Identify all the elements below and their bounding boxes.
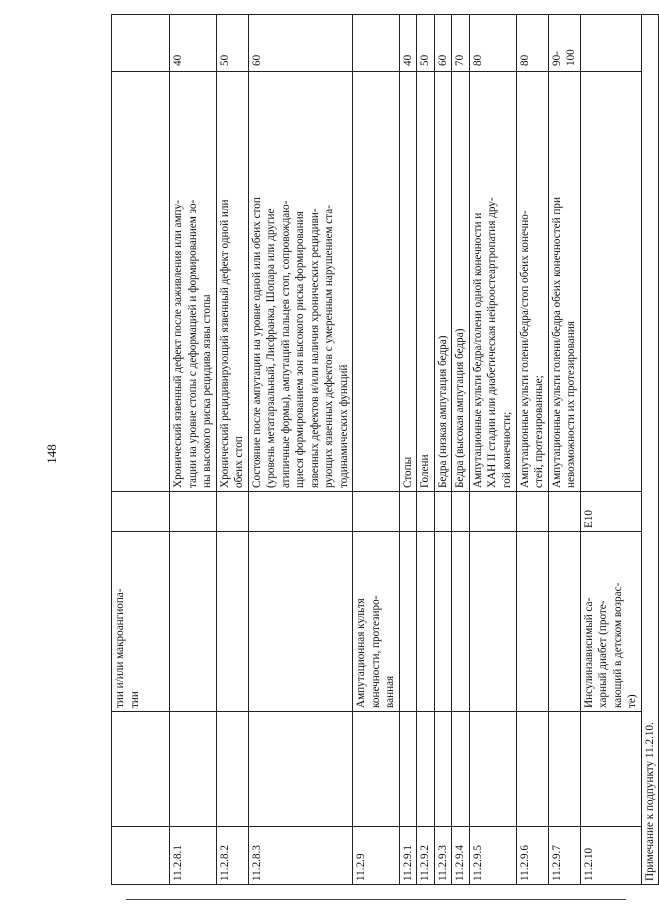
row-category [112, 712, 170, 827]
row-description [112, 72, 170, 492]
row-score: 80 [469, 15, 516, 72]
row-name [417, 532, 435, 712]
bottom-rule [126, 899, 626, 900]
table-row [417, 15, 435, 885]
row-code: 11.2.9.6 [516, 827, 548, 885]
table-row [434, 15, 452, 885]
row-category [248, 712, 353, 827]
row-code: 11.2.9.5 [469, 827, 516, 885]
row-name [516, 532, 548, 712]
row-category [417, 712, 435, 827]
note-row [641, 15, 659, 885]
row-code: 11.2.9.4 [452, 827, 470, 885]
row-code: 11.2.10 [580, 827, 641, 885]
row-description: Бедра (низкая ампутация бедра) [434, 72, 452, 492]
row-score: 50 [417, 15, 435, 72]
table-row [548, 15, 580, 885]
table-row [248, 15, 353, 885]
rotated-table-container [111, 15, 656, 885]
row-score: 80 [516, 15, 548, 72]
row-icd [353, 492, 400, 532]
row-category [216, 712, 248, 827]
row-category [580, 712, 641, 827]
row-code: 11.2.9 [353, 827, 400, 885]
row-name [434, 532, 452, 712]
row-score: 90- 100 [548, 15, 580, 72]
row-code: 11.2.9.2 [417, 827, 435, 885]
row-description: Ампутационные культи голени/бедра/стоп обеих конечно- стей, протезированные; [516, 72, 548, 492]
row-name [469, 532, 516, 712]
row-icd: E10 [580, 492, 641, 532]
row-name [216, 532, 248, 712]
row-name [248, 532, 353, 712]
table-row [516, 15, 548, 885]
row-score [580, 15, 641, 72]
row-icd [548, 492, 580, 532]
row-category [469, 712, 516, 827]
row-code: 11.2.9.1 [399, 827, 417, 885]
row-description: Хронический рецидивирующий язвенный дефект одной или обеих стоп [216, 72, 248, 492]
table-row [170, 15, 217, 885]
table-row [452, 15, 470, 885]
row-code: 11.2.9.3 [434, 827, 452, 885]
row-name: Инсулинзависимый са- харный диабет (проте- кающий в детском возрас- те) [580, 532, 641, 712]
row-icd [112, 492, 170, 532]
row-name [452, 532, 470, 712]
row-code: 11.2.9.7 [548, 827, 580, 885]
row-score: 60 [248, 15, 353, 72]
row-name: Ампутационная культя конечности, протезиро- ванная [353, 532, 400, 712]
row-description: Голени [417, 72, 435, 492]
row-category [516, 712, 548, 827]
table-row [353, 15, 400, 885]
row-description [580, 72, 641, 492]
row-description: Состояние после ампутации на уровне одной или обеих стоп (уровень метатарзальный, Лисфранка, Шопара или другие атипичные формы), ампутаций пальцев стоп, сопровождаю- щиеся формированием зон высокого риска формирования язвенных дефектов и/или наличия хронических рецидиви- рующих язвенных дефектов с умеренным нарушением ста- тодинамических функций [248, 72, 353, 492]
row-description: Стопы [399, 72, 417, 492]
row-description: Ампутационные культи голени/бедра обеих конечностей при невозможности их протезирования [548, 72, 580, 492]
row-description: Хронический язвенный дефект после заживления или ампу- тации на уровне стопы с деформацией и формированием зо- ны высокого риска рецидива язвы стопы [170, 72, 217, 492]
page-number: 148 [44, 444, 59, 464]
row-category [399, 712, 417, 827]
row-score: 40 [399, 15, 417, 72]
table-row [216, 15, 248, 885]
row-code: 11.2.8.3 [248, 827, 353, 885]
table-row [399, 15, 417, 885]
table-row [112, 15, 170, 885]
row-description [353, 72, 400, 492]
row-score [112, 15, 170, 72]
table-row [580, 15, 641, 885]
row-name [399, 532, 417, 712]
row-icd [170, 492, 217, 532]
row-category [452, 712, 470, 827]
row-description: Ампутационные культи бедра/голени одной конечности и ХАН II стадии или диабетическая нейроостеартропатия дру- гой конечности; [469, 72, 516, 492]
row-category [434, 712, 452, 827]
row-icd [216, 492, 248, 532]
row-icd [399, 492, 417, 532]
row-category [353, 712, 400, 827]
row-category [548, 712, 580, 827]
row-icd [417, 492, 435, 532]
row-score: 60 [434, 15, 452, 72]
row-icd [452, 492, 470, 532]
table-row [469, 15, 516, 885]
row-score: 50 [216, 15, 248, 72]
row-code: 11.2.8.2 [216, 827, 248, 885]
row-icd [516, 492, 548, 532]
row-score [353, 15, 400, 72]
row-icd [469, 492, 516, 532]
row-code [112, 827, 170, 885]
row-score: 40 [170, 15, 217, 72]
criteria-table [111, 14, 659, 885]
note-text: Примечание к подпункту 11.2.10. [641, 15, 659, 885]
row-code: 11.2.8.1 [170, 827, 217, 885]
row-name: тии и/или макроангиопа- тии [112, 532, 170, 712]
row-score: 70 [452, 15, 470, 72]
row-description: Бедра (высокая ампутация бедра) [452, 72, 470, 492]
row-name [170, 532, 217, 712]
row-icd [248, 492, 353, 532]
row-category [170, 712, 217, 827]
row-name [548, 532, 580, 712]
row-icd [434, 492, 452, 532]
